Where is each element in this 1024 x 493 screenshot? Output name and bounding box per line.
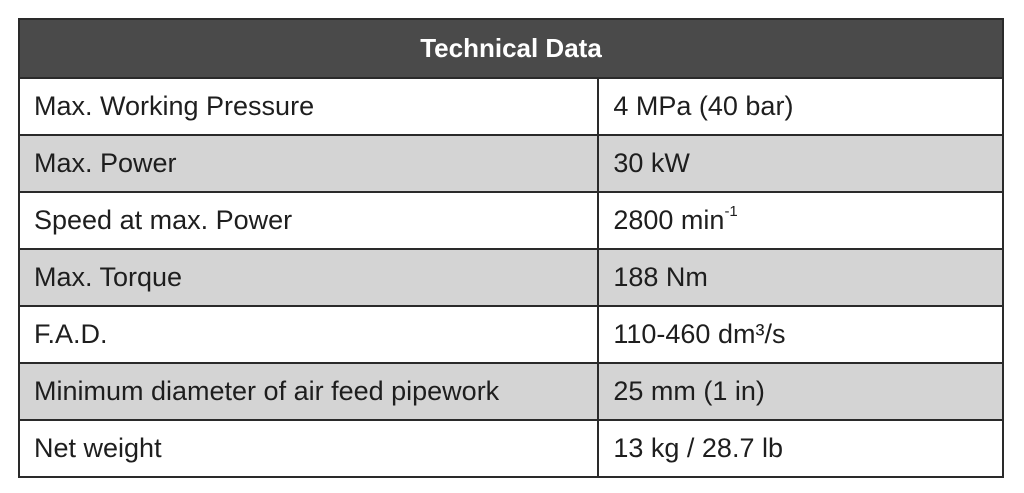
table-row xyxy=(19,78,1003,135)
row-label: Net weight xyxy=(19,420,598,477)
row-label: Max. Torque xyxy=(19,249,598,306)
row-value: 30 kW xyxy=(598,135,1003,192)
exponent: -1 xyxy=(724,203,738,220)
table-row xyxy=(19,363,1003,420)
row-value: 13 kg / 28.7 lb xyxy=(598,420,1003,477)
technical-data-table xyxy=(18,18,1004,478)
table-row xyxy=(19,306,1003,363)
row-label: Max. Working Pressure xyxy=(19,78,598,135)
table-row xyxy=(19,249,1003,306)
table-row xyxy=(19,192,1003,249)
table-row xyxy=(19,420,1003,477)
row-label: Speed at max. Power xyxy=(19,192,598,249)
row-value: 2800 min xyxy=(613,205,725,235)
row-value: 188 Nm xyxy=(598,249,1003,306)
row-value: 25 mm (1 in) xyxy=(598,363,1003,420)
row-value: 110-460 dm³/s xyxy=(598,306,1003,363)
table-title: Technical Data xyxy=(19,19,1003,78)
row-label: F.A.D. xyxy=(19,306,598,363)
row-value-with-exponent xyxy=(598,192,1003,249)
row-label: Max. Power xyxy=(19,135,598,192)
row-value: 4 MPa (40 bar) xyxy=(598,78,1003,135)
table-row xyxy=(19,135,1003,192)
table-header-row xyxy=(19,19,1003,78)
row-label: Minimum diameter of air feed pipework xyxy=(19,363,598,420)
